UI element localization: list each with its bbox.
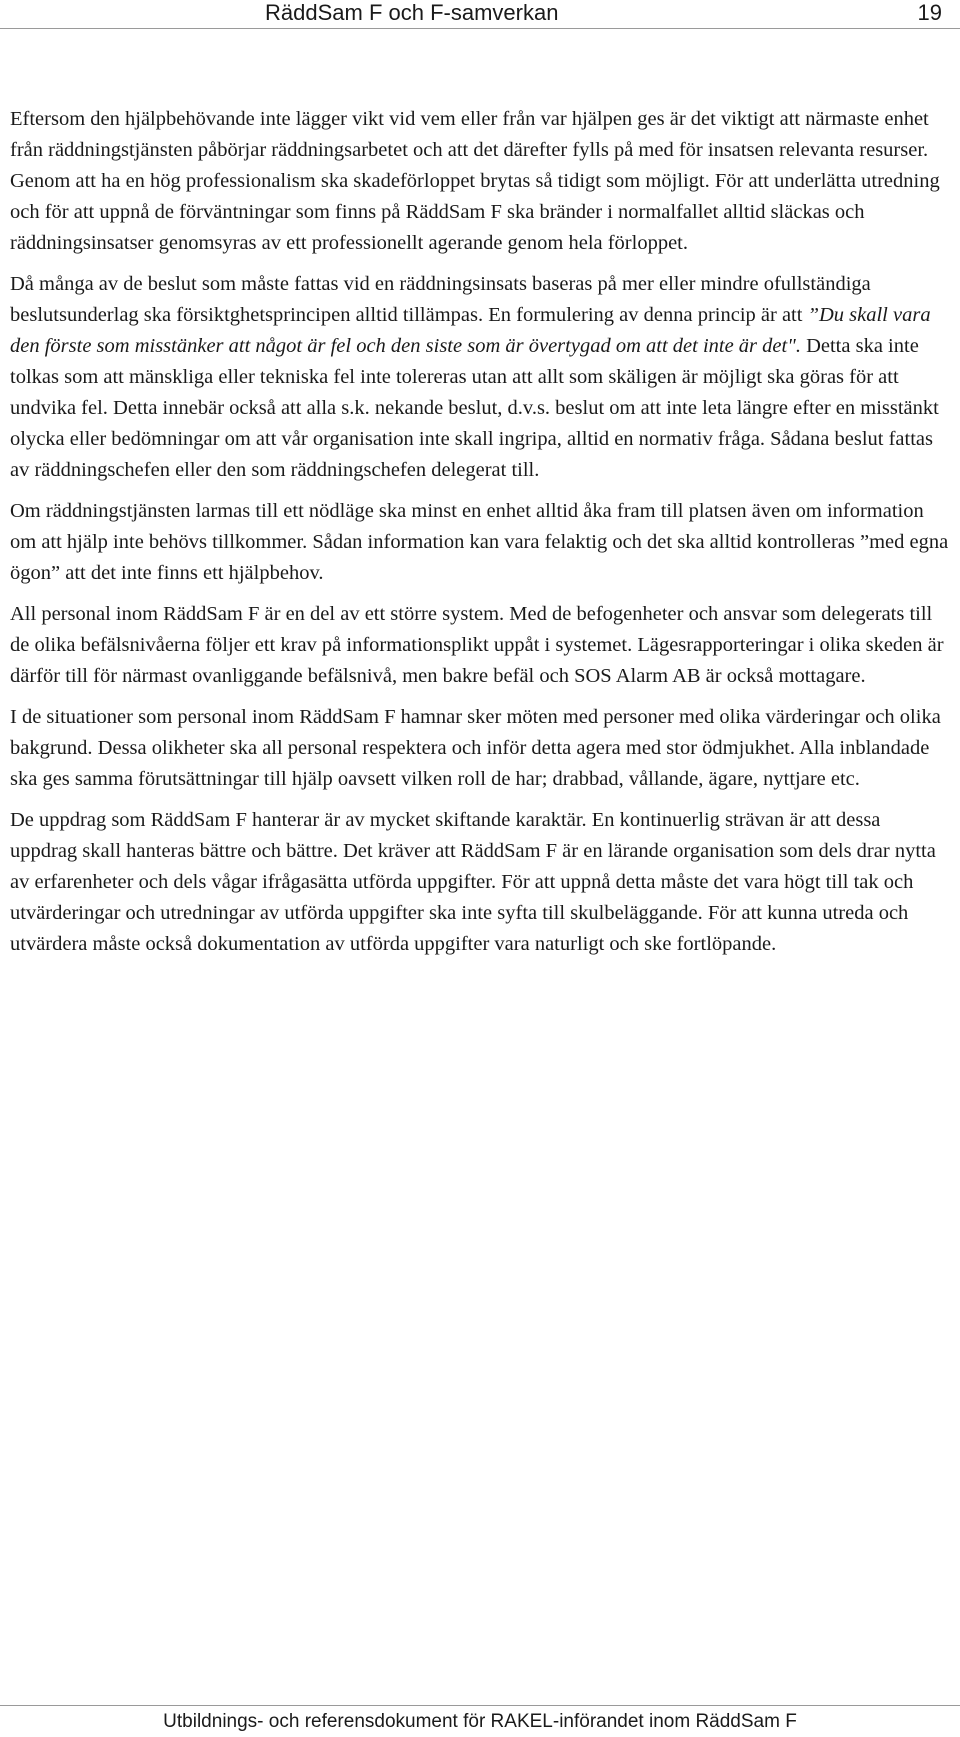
principle-quote: ”Du skall vara den förste som misstänker att något är fel och den siste som är övertygad om att det inte är det". (10, 304, 931, 357)
page-header (0, 0, 960, 29)
paragraph-2-text-b: Detta ska inte tolkas som att mänskliga eller tekniska fel inte tolereras utan att allt som skäligen är möjligt ska göras för att undvika fel. Detta innebär också att alla s.k. nekande beslut, d.v.s. beslut om att inte leta längre efter en misstänkt olycka eller bedömningar om att vår organisation inte skall ingripa, alltid en normativ fråga. Sådana beslut fattas av räddningschefen eller den som räddningschefen delegerat till. (10, 335, 939, 481)
paragraph-2 (10, 269, 950, 486)
paragraph-6: De uppdrag som RäddSam F hanterar är av mycket skiftande karaktär. En kontinuerlig strävan är att dessa uppdrag skall hanteras bättre och bättre. Det kräver att RäddSam F är en lärande organisation som dels drar nytta av erfarenheter och dels vågar ifrågasätta utförda uppgifter. För att uppnå detta måste det vara högt till tak och utvärderingar och utredningar av utförda uppgifter ska inte syfta till skulbeläggande. För att kunna utreda och utvärdera måste också dokumentation av utförda uppgifter vara naturligt och ske fortlöpande. (10, 809, 936, 955)
body-text (10, 104, 950, 970)
paragraph-2-text-a: Då många av de beslut som måste fattas vid en räddningsinsats baseras på mer eller mindre ofullständiga beslutsunderlag ska försiktghetsprincipen alltid tillämpas. En formulering av denna princip är att (10, 273, 871, 326)
paragraph-1: Eftersom den hjälpbehövande inte lägger vikt vid vem eller från var hjälpen ges är det viktigt att närmaste enhet från räddningstjänsten påbörjar räddningsarbetet och att det därefter fylls på med för insatsen relevanta resurser. Genom att ha en hög professionalism ska skadeförloppet brytas så tidigt som möjligt. För att underlätta utredning och för att uppnå de förväntningar som finns på RäddSam F ska bränder i normalfallet alltid släckas och räddningsinsatser genomsyras av ett professionellt agerande genom hela förloppet. (10, 108, 940, 254)
paragraph-5: I de situationer som personal inom RäddSam F hamnar sker möten med personer med olika värderingar och olika bakgrund. Dessa olikheter ska all personal respektera och inför detta agera med stor ödmjukhet. Alla inblandade ska ges samma förutsättningar till hjälp oavsett vilken roll de har; drabbad, vållande, ägare, nyttjare etc. (10, 706, 941, 790)
paragraph-4: All personal inom RäddSam F är en del av ett större system. Med de befogenheter och ansvar som delegerats till de olika befälsnivåerna följer ett krav på informationsplikt uppåt i systemet. Lägesrapporteringar i olika skeden är därför till för närmast ovanliggande befälsnivå, men bakre befäl och SOS Alarm AB är också mottagare. (10, 603, 944, 687)
header-title: RäddSam F och F-samverkan (265, 0, 559, 25)
page-footer (0, 1705, 960, 1737)
paragraph-3: Om räddningstjänsten larmas till ett nödläge ska minst en enhet alltid åka fram till platsen även om information om att hjälp inte behövs tillkommer. Sådan information kan vara felaktig och det ska alltid kontrolleras ”med egna ögon” att det inte finns ett hjälpbehov. (10, 500, 949, 584)
page-number: 19 (917, 0, 942, 25)
footer-text: Utbildnings- och referensdokument för RAKEL-införandet inom RäddSam F (163, 1711, 797, 1732)
